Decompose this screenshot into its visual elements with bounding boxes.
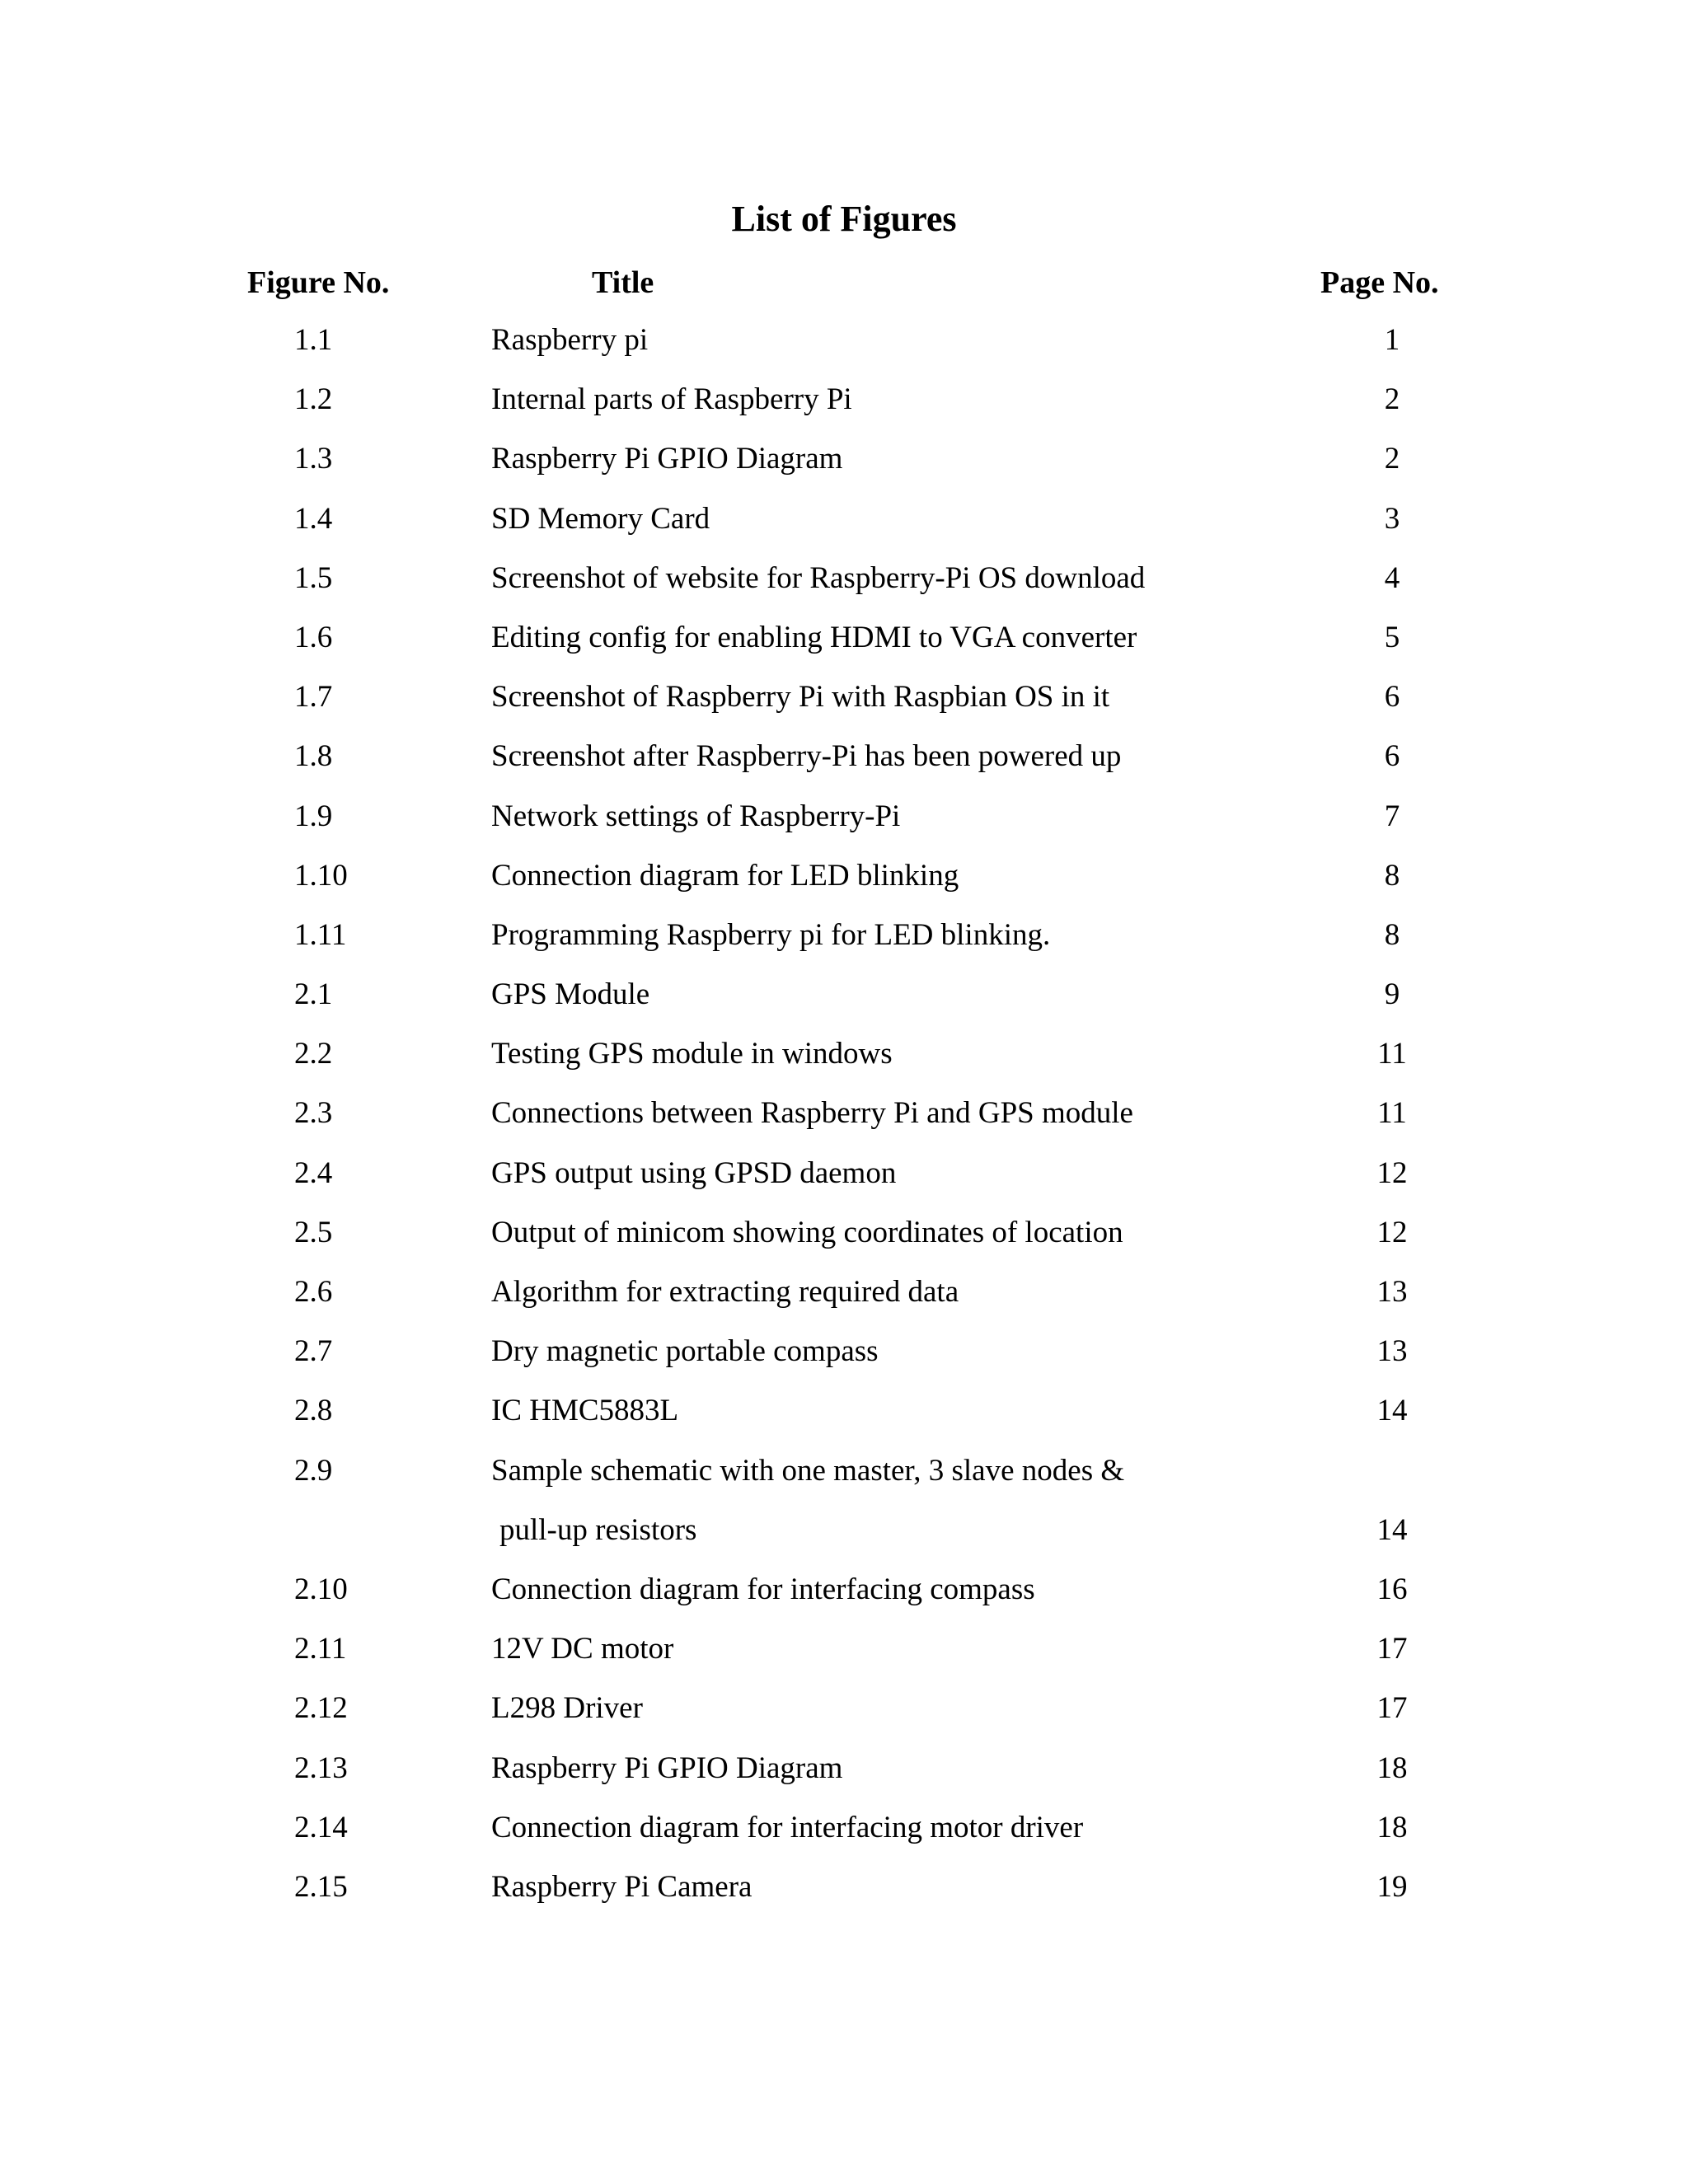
figure-number: 2.11 [294, 1632, 347, 1666]
figure-page: 7 [1384, 799, 1400, 833]
column-header-figure-no: Figure No. [247, 265, 390, 300]
figure-number: 1.8 [294, 739, 333, 774]
figure-number: 2.1 [294, 977, 333, 1012]
figure-number: 1.4 [294, 501, 333, 536]
figure-page: 18 [1376, 1750, 1408, 1785]
figure-title: Connection diagram for LED blinking [491, 858, 959, 893]
figure-number: 2.13 [294, 1750, 348, 1785]
figure-row [0, 379, 1688, 438]
figure-title: Output of minicom showing coordinates of location [491, 1215, 1123, 1249]
figure-row [0, 796, 1688, 855]
figure-page: 6 [1384, 680, 1400, 715]
figure-row [0, 1212, 1688, 1272]
figure-number: 2.8 [294, 1394, 333, 1428]
figure-number: 1.6 [294, 620, 333, 654]
figure-title: Screenshot of website for Raspberry-Pi OS download [491, 560, 1146, 595]
figure-title: Connection diagram for interfacing motor driver [491, 1810, 1084, 1844]
figure-page: 8 [1384, 917, 1400, 952]
figure-title: Editing config for enabling HDMI to VGA converter [491, 620, 1137, 654]
figure-number: 2.15 [294, 1869, 348, 1904]
figure-title: Raspberry pi [491, 323, 649, 357]
figure-row [0, 1867, 1688, 1926]
figure-title: Raspberry Pi Camera [491, 1869, 753, 1904]
figure-page: 13 [1376, 1334, 1408, 1369]
figure-title: Sample schematic with one master, 3 slave nodes & [491, 1453, 1125, 1488]
figure-title: Raspberry Pi GPIO Diagram [491, 442, 843, 476]
figure-title: GPS output using GPSD daemon [491, 1155, 897, 1190]
figure-row [0, 1688, 1688, 1747]
figure-number: 2.10 [294, 1572, 348, 1606]
figure-number: 2.3 [294, 1096, 333, 1131]
figure-title: Algorithm for extracting required data [491, 1275, 959, 1309]
figure-title: Screenshot after Raspberry-Pi has been powered up [491, 739, 1122, 774]
figure-row [0, 1331, 1688, 1390]
figure-title: SD Memory Card [491, 501, 710, 536]
figure-row [0, 320, 1688, 379]
figure-title: Testing GPS module in windows [491, 1037, 893, 1071]
figure-number: 2.5 [294, 1215, 333, 1249]
figure-page: 17 [1376, 1632, 1408, 1666]
figure-page: 5 [1384, 620, 1400, 654]
figure-page: 3 [1384, 501, 1400, 536]
figure-page: 8 [1384, 858, 1400, 893]
figure-number: 2.9 [294, 1453, 333, 1488]
figure-list [0, 320, 1688, 1926]
figure-row [0, 1569, 1688, 1629]
figure-number: 1.10 [294, 858, 348, 893]
figure-title: Raspberry Pi GPIO Diagram [491, 1750, 843, 1785]
figure-title: Network settings of Raspberry-Pi [491, 799, 901, 833]
figure-row [0, 438, 1688, 498]
figure-row [0, 1390, 1688, 1450]
figure-page: 16 [1376, 1572, 1408, 1606]
figure-page: 1 [1384, 323, 1400, 357]
figure-title: GPS Module [491, 977, 650, 1012]
figure-row [0, 1272, 1688, 1331]
figure-page: 6 [1384, 739, 1400, 774]
figure-row [0, 1093, 1688, 1152]
figure-number: 1.9 [294, 799, 333, 833]
figure-page: 4 [1384, 560, 1400, 595]
figure-row-continuation [0, 1510, 1688, 1569]
figure-row [0, 736, 1688, 795]
figure-row [0, 915, 1688, 974]
figure-page: 18 [1376, 1810, 1408, 1844]
figure-row [0, 1629, 1688, 1688]
figure-page: 13 [1376, 1275, 1408, 1309]
figure-title: Screenshot of Raspberry Pi with Raspbian OS in it [491, 680, 1110, 715]
figure-number: 2.7 [294, 1334, 333, 1369]
figure-title: 12V DC motor [491, 1632, 674, 1666]
figure-number: 1.3 [294, 442, 333, 476]
figure-title: IC HMC5883L [491, 1394, 679, 1428]
figure-row [0, 617, 1688, 677]
figure-number: 1.1 [294, 323, 333, 357]
figure-number: 1.2 [294, 382, 333, 417]
figure-row [0, 855, 1688, 915]
figure-row [0, 1748, 1688, 1807]
figure-page: 12 [1376, 1155, 1408, 1190]
figure-page: 2 [1384, 382, 1400, 417]
figure-row [0, 1153, 1688, 1212]
figure-number: 2.6 [294, 1275, 333, 1309]
figure-page: 11 [1377, 1096, 1407, 1131]
figure-row [0, 677, 1688, 736]
figure-page: 12 [1376, 1215, 1408, 1249]
figure-row [0, 499, 1688, 558]
figure-row [0, 974, 1688, 1033]
figure-title: pull-up resistors [499, 1512, 697, 1547]
figure-page: 2 [1384, 442, 1400, 476]
figure-row [0, 558, 1688, 617]
figure-row [0, 1807, 1688, 1867]
figure-number: 1.5 [294, 560, 333, 595]
figure-row [0, 1033, 1688, 1093]
figure-page: 17 [1376, 1691, 1408, 1726]
figure-page: 9 [1384, 977, 1400, 1012]
figure-title: Connections between Raspberry Pi and GPS module [491, 1096, 1133, 1131]
figure-number: 2.2 [294, 1037, 333, 1071]
column-header-page-no: Page No. [1320, 265, 1439, 300]
figure-number: 2.12 [294, 1691, 348, 1726]
figure-row [0, 1451, 1688, 1510]
figure-number: 1.11 [294, 917, 347, 952]
figure-number: 2.4 [294, 1155, 333, 1190]
figure-number: 1.7 [294, 680, 333, 715]
figure-title: Internal parts of Raspberry Pi [491, 382, 852, 417]
figure-page: 14 [1376, 1512, 1408, 1547]
figure-title: Dry magnetic portable compass [491, 1334, 879, 1369]
figure-title: L298 Driver [491, 1691, 643, 1726]
figure-number: 2.14 [294, 1810, 348, 1844]
page-title: List of Figures [731, 199, 957, 239]
figure-page: 14 [1376, 1394, 1408, 1428]
figure-page: 11 [1377, 1037, 1407, 1071]
figure-title: Programming Raspberry pi for LED blinking. [491, 917, 1051, 952]
figure-title: Connection diagram for interfacing compass [491, 1572, 1035, 1606]
figure-page: 19 [1376, 1869, 1408, 1904]
column-header-title: Title [592, 265, 654, 300]
